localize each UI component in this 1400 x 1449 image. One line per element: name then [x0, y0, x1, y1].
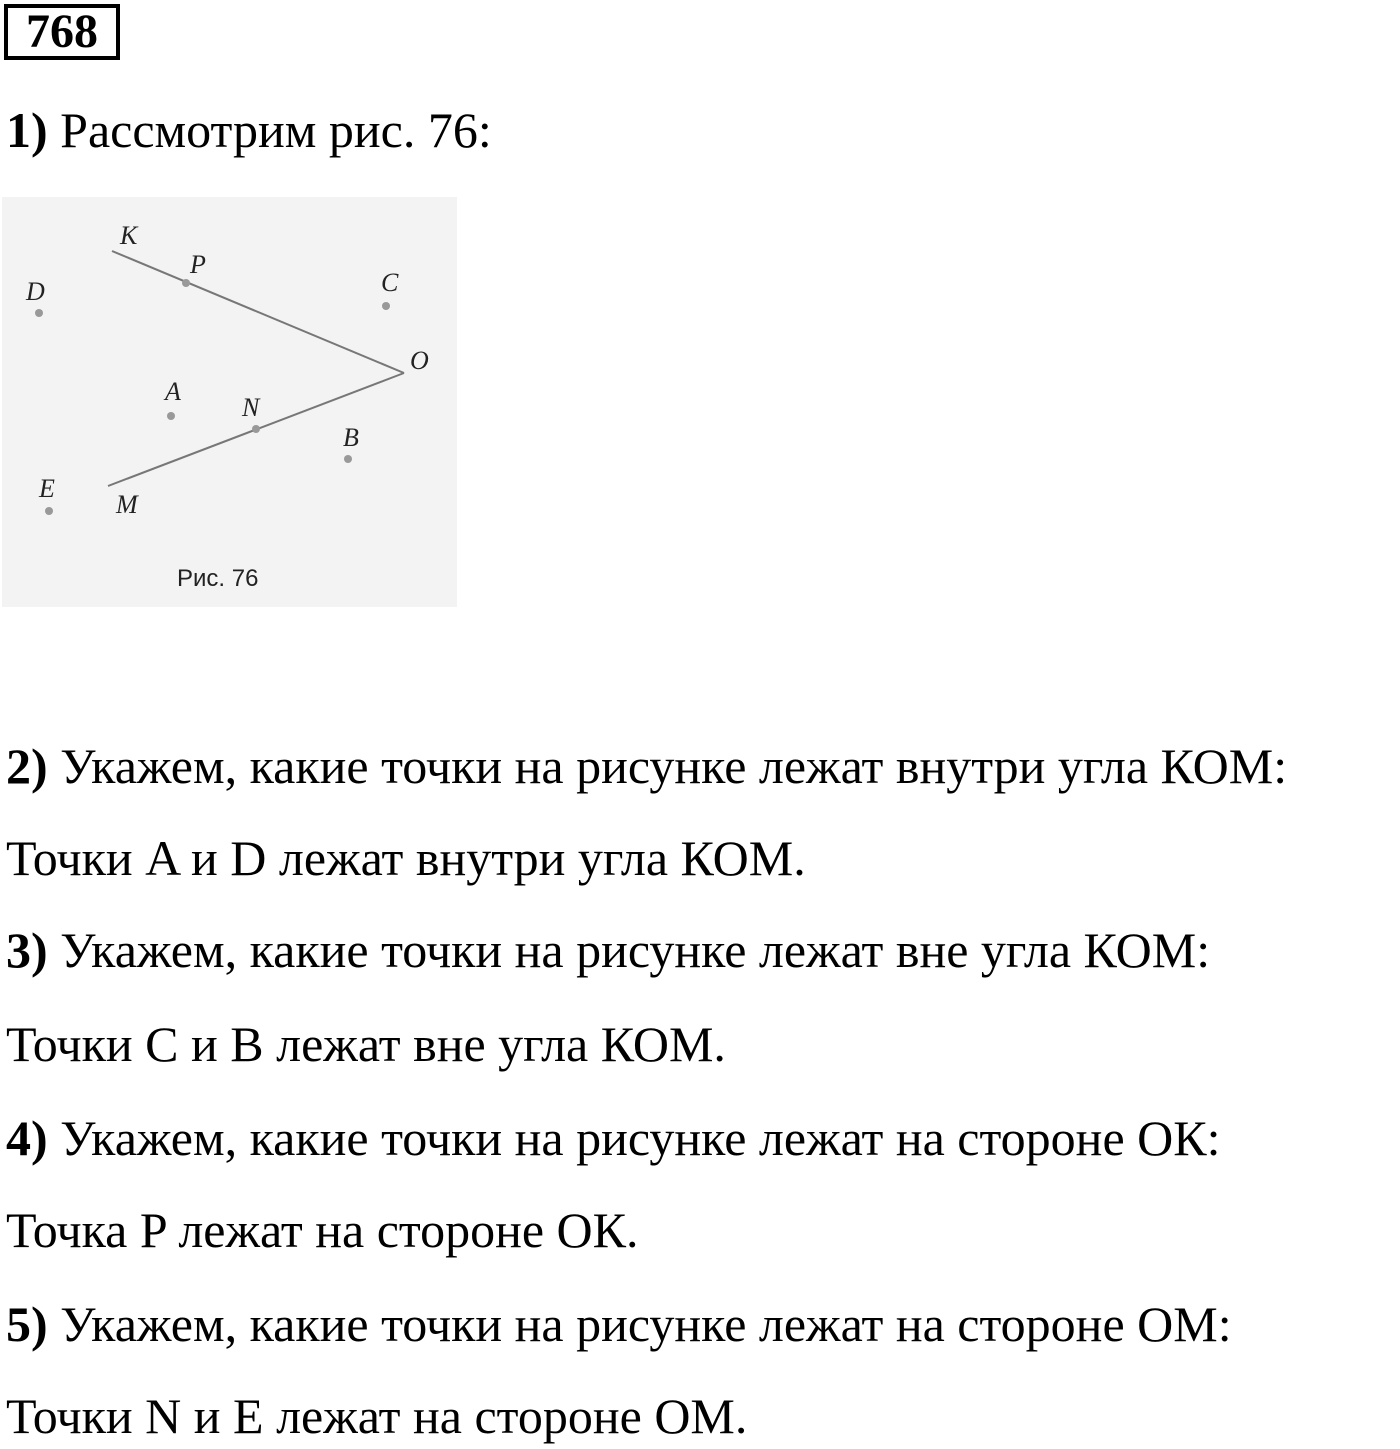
label-b: B	[343, 423, 359, 452]
figure-drawing	[2, 197, 457, 607]
label-c: C	[381, 268, 399, 297]
label-e: E	[39, 474, 55, 503]
label-m: M	[116, 490, 138, 519]
step-number: 1)	[6, 102, 48, 158]
label-p: P	[190, 250, 206, 279]
step-2-answer: Точки A и D лежат внутри угла КОМ.	[6, 830, 806, 886]
step-4-answer: Точка P лежат на стороне ОК.	[6, 1202, 639, 1258]
point-b	[344, 455, 352, 463]
figure-caption: Рис. 76	[177, 565, 259, 592]
step-text: Укажем, какие точки на рисунке лежат на стороне ОМ:	[60, 1296, 1232, 1352]
step-number: 5)	[6, 1296, 48, 1352]
step-text: Укажем, какие точки на рисунке лежат внутри угла КОМ:	[60, 738, 1288, 794]
point-a	[167, 412, 175, 420]
label-n: N	[242, 393, 260, 422]
step-1-question	[6, 102, 492, 158]
step-text: Укажем, какие точки на рисунке лежат вне угла КОМ:	[60, 922, 1211, 978]
step-5-question	[6, 1296, 1232, 1352]
label-k: K	[120, 221, 138, 250]
problem-number: 768	[4, 4, 120, 60]
step-text: Укажем, какие точки на рисунке лежат на стороне ОК:	[60, 1110, 1221, 1166]
step-number: 2)	[6, 738, 48, 794]
ray-ok	[112, 251, 404, 373]
step-3-question	[6, 922, 1210, 978]
label-o: O	[410, 346, 429, 375]
label-d: D	[26, 277, 45, 306]
label-a: A	[165, 377, 181, 406]
point-d	[35, 309, 43, 317]
point-c	[382, 302, 390, 310]
step-2-question	[6, 738, 1287, 794]
step-number: 4)	[6, 1110, 48, 1166]
point-p	[182, 279, 190, 287]
step-text: Рассмотрим рис. 76:	[60, 102, 492, 158]
step-5-answer: Точки N и E лежат на стороне ОМ.	[6, 1388, 748, 1444]
step-4-question	[6, 1110, 1220, 1166]
figure-76	[2, 197, 457, 607]
step-number: 3)	[6, 922, 48, 978]
step-3-answer: Точки C и B лежат вне угла КОМ.	[6, 1016, 726, 1072]
point-e	[45, 507, 53, 515]
point-n	[252, 425, 260, 433]
